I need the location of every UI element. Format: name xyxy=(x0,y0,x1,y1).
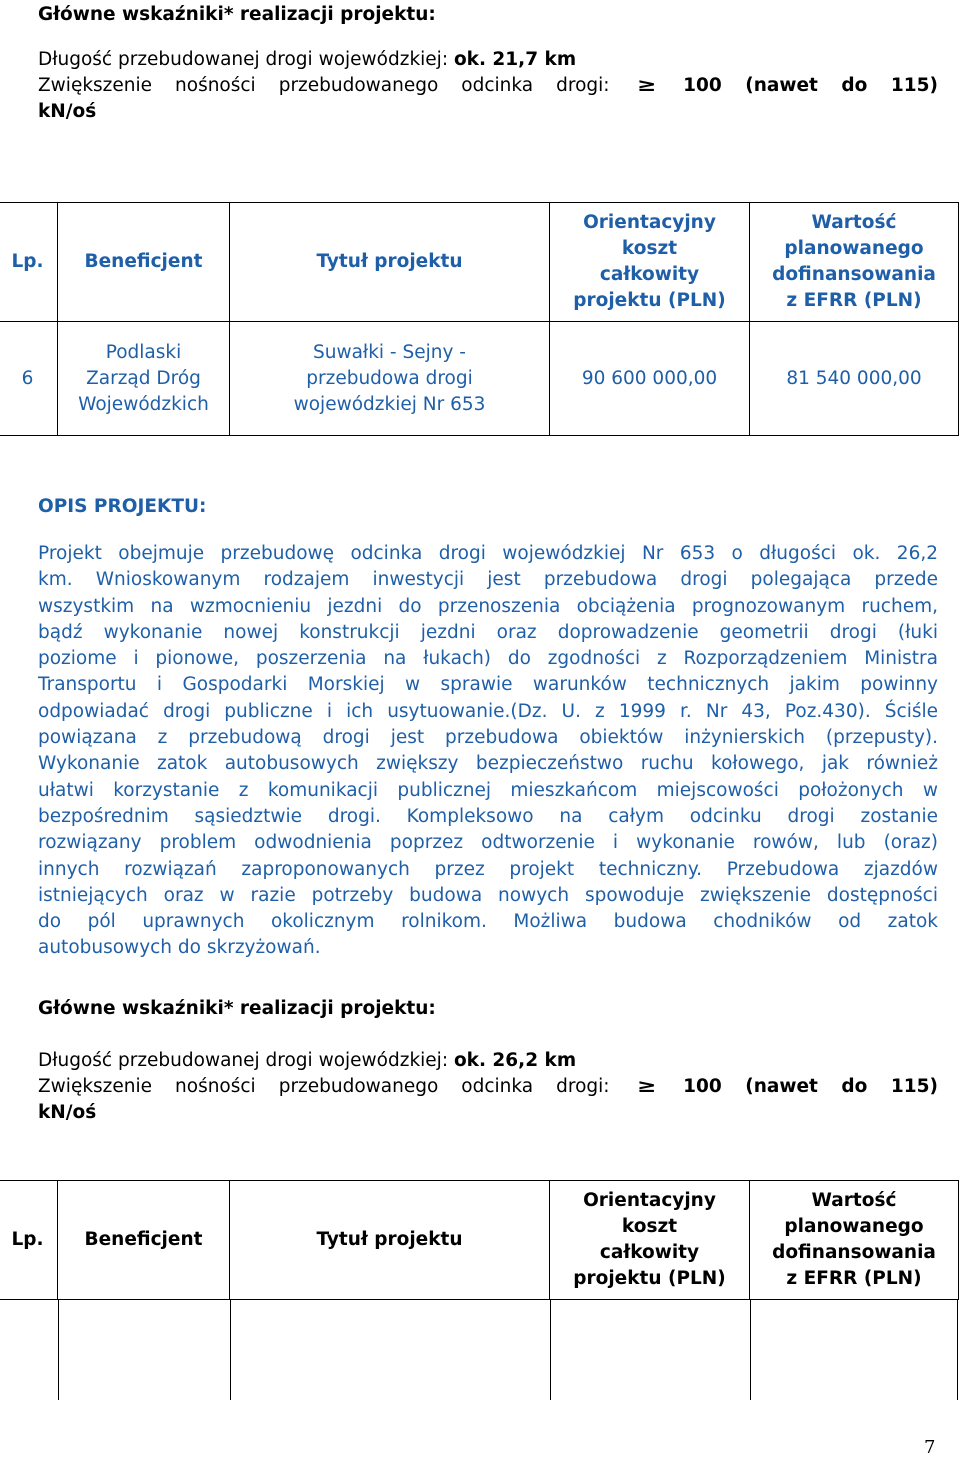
opis-line: istniejących oraz w razie potrzeby budowa nowych spowoduje zwiększenie dostępności xyxy=(38,884,938,906)
cell-tytul: Suwałki - Sejny - przebudowa drogi wojewódzkiej Nr 653 xyxy=(230,322,550,436)
cell-lp: 6 xyxy=(0,322,58,436)
ge-symbol: ≥ xyxy=(636,1076,657,1097)
header-tytul: Tytuł projektu xyxy=(230,1181,550,1300)
opis-line: bądź wykonanie nowej konstrukcji jezdni oraz doprowadzenie geometrii drogi (łuki xyxy=(38,621,938,643)
header-wartosc: Wartość planowanego dofinansowania z EFRR (PLN) xyxy=(750,1181,959,1300)
ge-symbol: ≥ xyxy=(636,75,657,96)
capacity-indicator xyxy=(38,1074,938,1100)
length-value: ok. 26,2 km xyxy=(453,1050,577,1071)
opis-line: powiązana z przebudową drogi jest przebudowa obiektów inżynierskich (przepusty). xyxy=(38,727,938,749)
project-table-2 xyxy=(0,1180,959,1300)
opis-line: autobusowych do skrzyżowań. xyxy=(38,937,321,959)
opis-line: km. Wnioskowanym rodzajem inwestycji jest przebudowa drogi polegająca przede xyxy=(38,569,938,591)
section1-indicators xyxy=(38,47,938,125)
header-beneficjent: Beneficjent xyxy=(58,203,230,322)
length-label: Długość przebudowanej drogi wojewódzkiej: xyxy=(38,1050,449,1071)
opis-line: do pól uprawnych okolicznym rolnikom. Możliwa budowa chodników od zatok xyxy=(38,911,938,933)
section2-indicators xyxy=(38,1048,938,1126)
capacity-indicator xyxy=(38,73,938,99)
header-lp: Lp. xyxy=(0,203,58,322)
capacity-value: 100 (nawet do 115) xyxy=(683,1076,939,1097)
opis-line: rozwiązany problem odwodnienia poprzez odtworzenie i wykonanie rowów, lub (oraz) xyxy=(38,832,938,854)
cell-koszt: 90 600 000,00 xyxy=(550,322,750,436)
capacity-unit-line xyxy=(38,1100,938,1126)
table-row xyxy=(0,322,959,436)
header-lp: Lp. xyxy=(0,1181,58,1300)
opis-line: ułatwi korzystanie z komunikacji publicznej mieszkańcom miejscowości położonych w xyxy=(38,779,938,801)
capacity-unit: kN/oś xyxy=(38,1102,97,1123)
opis-line: innych rozwiązań zaproponowanych przez projekt techniczny. Przebudowa zjazdów xyxy=(38,858,938,880)
section1-heading: Główne wskaźniki* realizacji projektu: xyxy=(38,4,436,25)
capacity-label: Zwiększenie nośności przebudowanego odcinka drogi: xyxy=(38,75,610,96)
opis-line: bezpośrednim sąsiedztwie drogi. Kompleksowo na całym odcinku drogi zostanie xyxy=(38,805,938,827)
header-beneficjent: Beneficjent xyxy=(58,1181,230,1300)
capacity-value: 100 (nawet do 115) xyxy=(683,75,939,96)
opis-line: Transportu i Gospodarki Morskiej w sprawie warunków technicznych jakim powinny xyxy=(38,674,938,696)
opis-heading: OPIS PROJEKTU: xyxy=(38,496,207,517)
header-wartosc: Wartość planowanego dofinansowania z EFRR (PLN) xyxy=(750,203,959,322)
length-label: Długość przebudowanej drogi wojewódzkiej: xyxy=(38,49,449,70)
table-header-row xyxy=(0,1181,959,1300)
cell-wartosc: 81 540 000,00 xyxy=(750,322,959,436)
header-koszt: Orientacyjny koszt całkowity projektu (PLN) xyxy=(550,1181,750,1300)
capacity-unit-line xyxy=(38,99,938,125)
page-number: 7 xyxy=(924,1437,936,1458)
table-continuation xyxy=(0,1300,958,1400)
capacity-label: Zwiększenie nośności przebudowanego odcinka drogi: xyxy=(38,1076,610,1097)
table-header-row xyxy=(0,203,959,322)
capacity-unit: kN/oś xyxy=(38,101,97,122)
length-value: ok. 21,7 km xyxy=(453,49,577,70)
cell-beneficjent: Podlaski Zarząd Dróg Wojewódzkich xyxy=(58,322,230,436)
header-tytul: Tytuł projektu xyxy=(230,203,550,322)
project-table xyxy=(0,202,959,436)
opis-text xyxy=(38,541,938,962)
opis-line: odpowiadać drogi publiczne i ich usytuowanie.(Dz. U. z 1999 r. Nr 43, Poz.430). Ściśle xyxy=(38,700,938,722)
opis-line: poziome i pionowe, poszerzenia na łukach) do zgodności z Rozporządzeniem Ministra xyxy=(38,648,938,670)
opis-line: Wykonanie zatok autobusowych zwiększy bezpieczeństwo ruchu kołowego, jak również xyxy=(38,753,938,775)
opis-line: Projekt obejmuje przebudowę odcinka drogi wojewódzkiej Nr 653 o długości ok. 26,2 xyxy=(38,543,938,564)
opis-line: wszystkim na wzmocnieniu jezdni do przenoszenia obciążenia prognozowanym ruchem, xyxy=(38,595,938,617)
section2-heading: Główne wskaźniki* realizacji projektu: xyxy=(38,998,436,1019)
length-indicator xyxy=(38,1048,938,1074)
length-indicator xyxy=(38,47,938,73)
header-koszt: Orientacyjny koszt całkowity projektu (PLN) xyxy=(550,203,750,322)
